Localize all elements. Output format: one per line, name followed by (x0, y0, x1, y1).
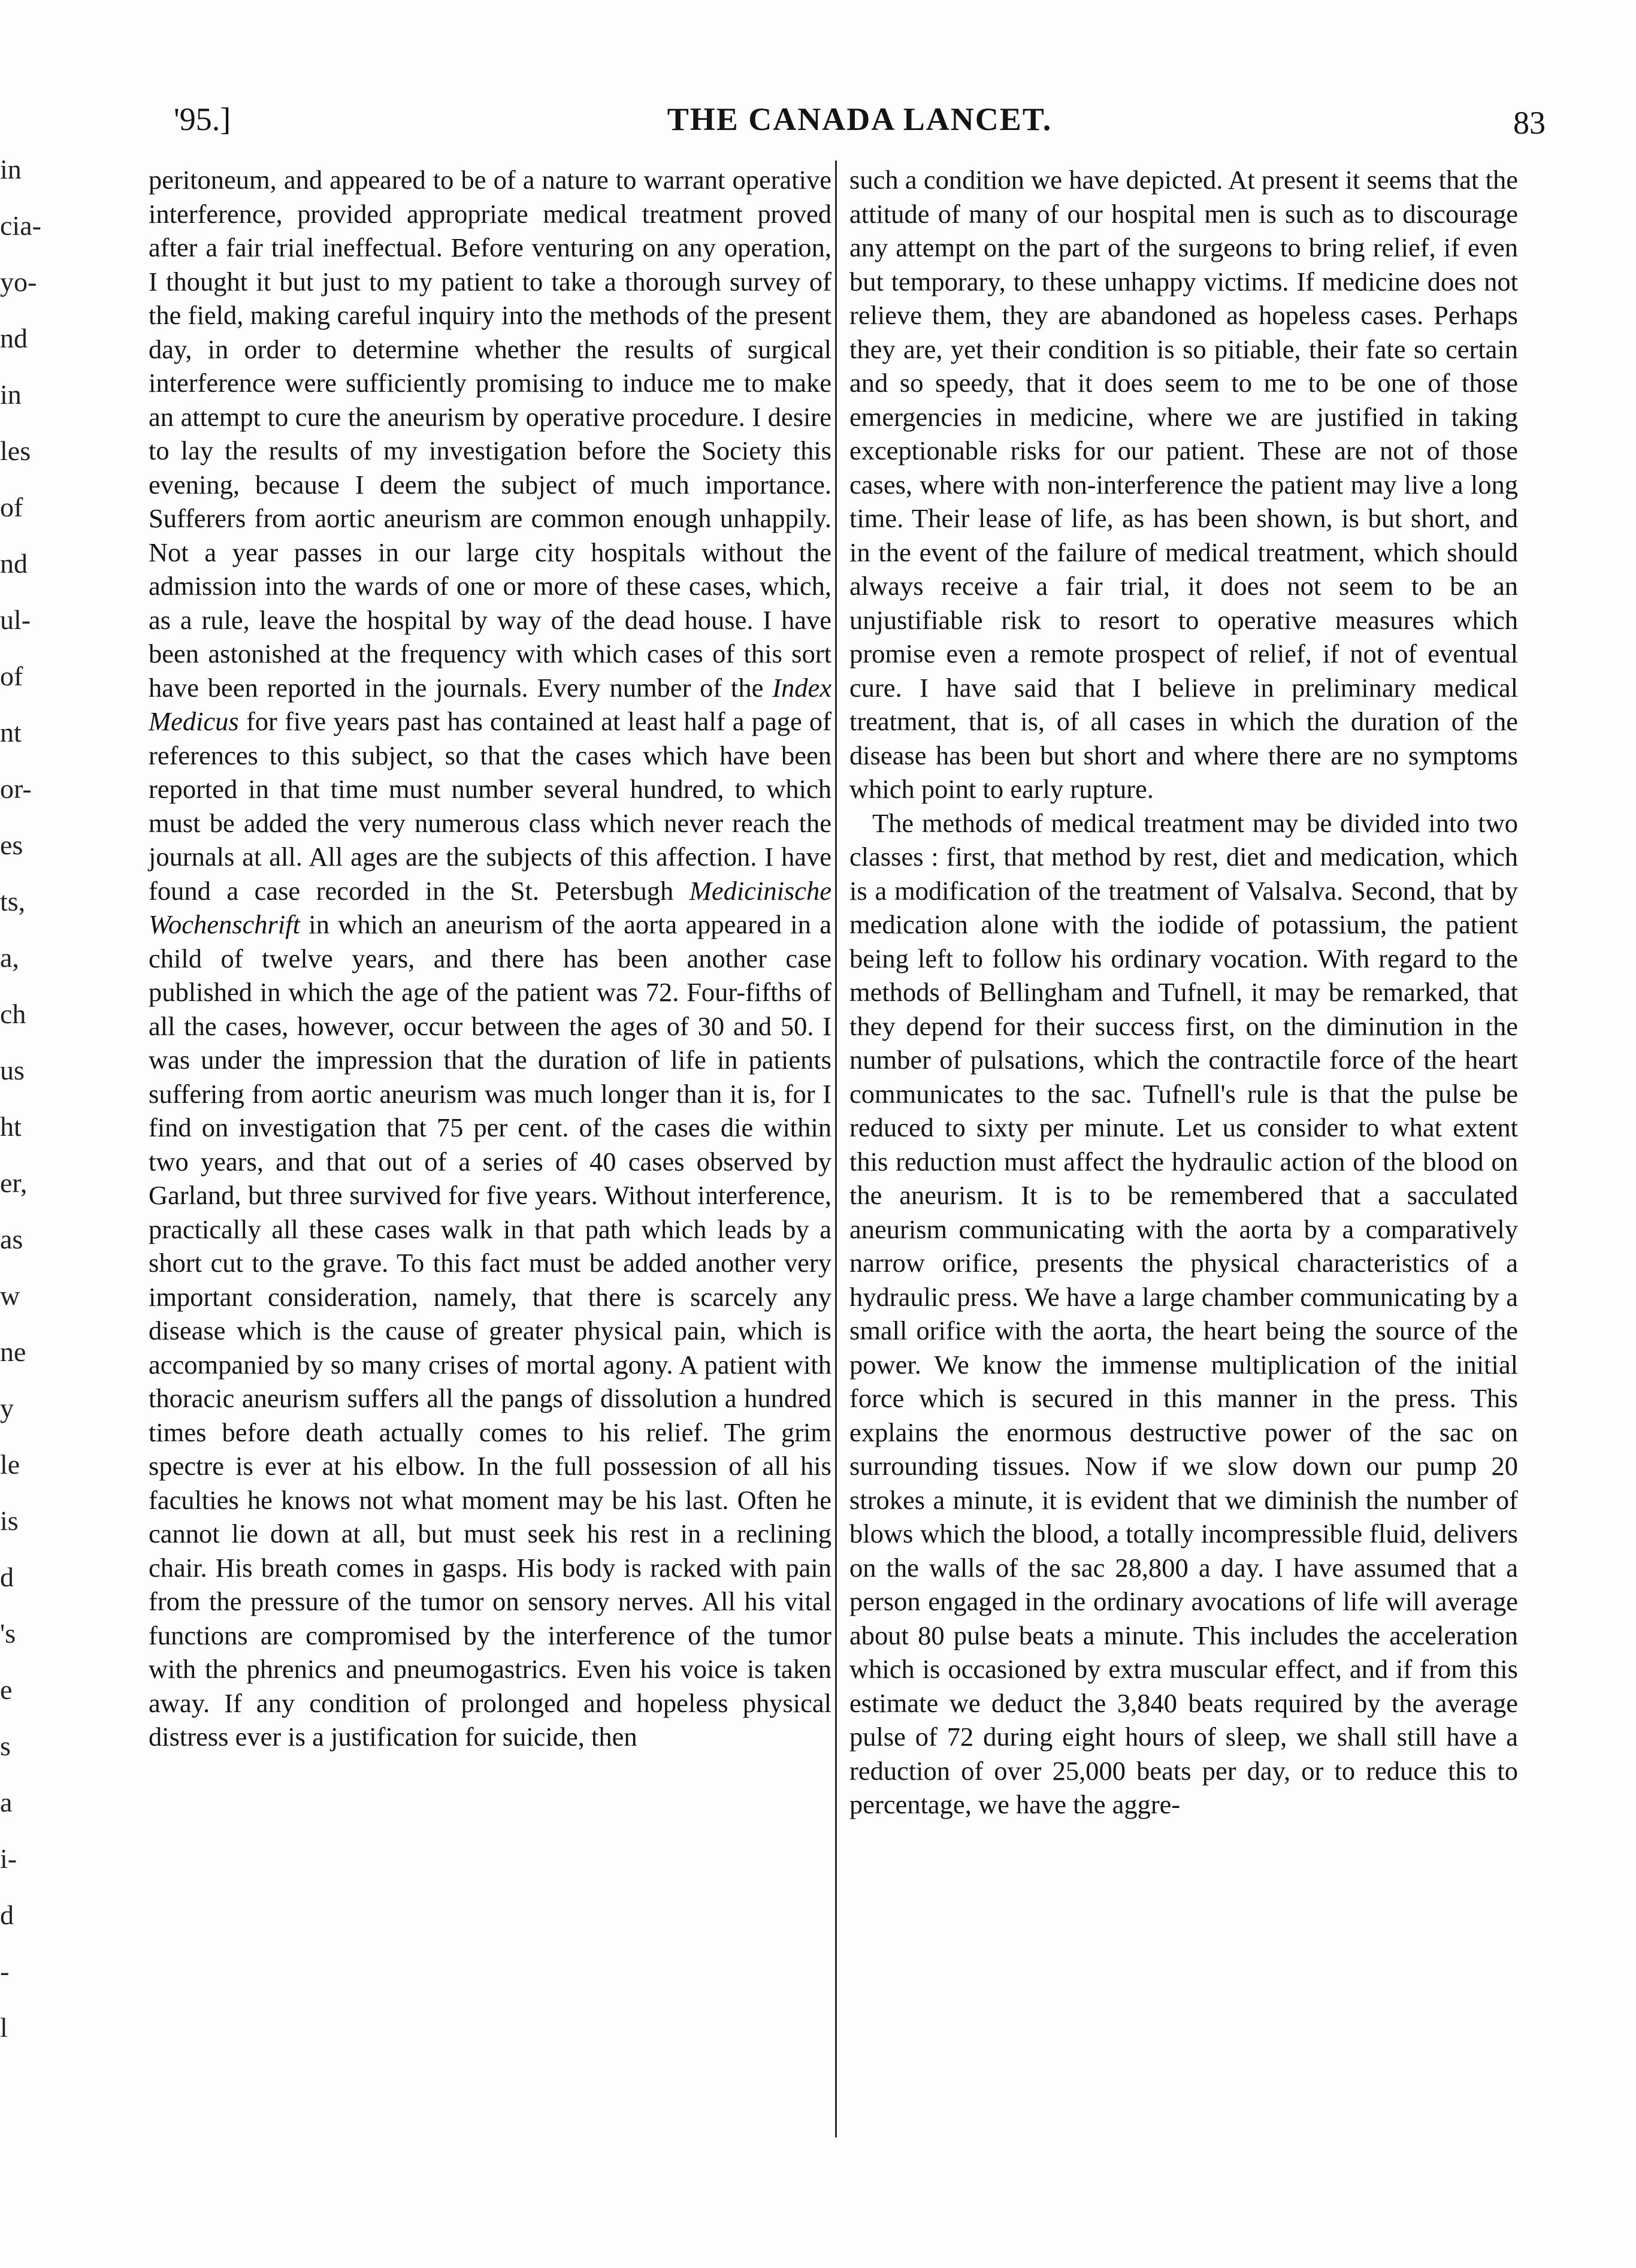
margin-fragment: d (0, 1562, 14, 1592)
margin-fragment: d (0, 1900, 14, 1930)
margin-fragment: as (0, 1224, 23, 1254)
page-number: 83 (1513, 105, 1546, 141)
column-divider (835, 161, 837, 2137)
margin-fragment: w (0, 1280, 20, 1311)
margin-fragment: nd (0, 548, 28, 579)
journal-name-italic: Medicinische Wochenschrift (149, 875, 831, 939)
margin-fragment: es (0, 830, 23, 860)
margin-fragment: s (0, 1731, 11, 1761)
margin-fragment: in (0, 154, 22, 185)
volume-year: '95.] (174, 101, 231, 137)
margin-fragment: of (0, 661, 23, 691)
left-paragraph-1 (149, 163, 831, 1754)
margin-fragment: er, (0, 1168, 28, 1198)
margin-fragment: l (0, 2012, 8, 2043)
margin-fragment: of (0, 492, 23, 522)
margin-fragment: ts, (0, 886, 26, 917)
margin-fragment: in (0, 379, 22, 410)
margin-fragment: or- (0, 773, 32, 804)
margin-fragment: a, (0, 942, 19, 973)
margin-fragment: ul- (0, 604, 31, 635)
margin-fragment: ch (0, 999, 26, 1029)
right-column (849, 163, 1518, 1822)
margin-fragment: cia- (0, 210, 41, 241)
margin-fragment: nd (0, 323, 28, 353)
margin-fragment: 's (0, 1618, 16, 1649)
right-paragraph-2: The methods of medical treatment may be divided into two classes : first, that method by rest, diet and medication, which is a modification of the treatment of Valsalva. Second, that by medication alone with the iodide of potassium, the patient being left to follow his ordinary vocation. With regard to the methods of Bellingham and Tufnell, it may be remarked, that they depend for their success first, on the diminution in the number of pulsations, which the contractile force of the heart communicates to the sac. Tufnell's rule is that the pulse be reduced to sixty per minute. Let us consider to what extent this reduction must affect the hydraulic action of the blood on the aneurism. It is to be remembered that a sacculated aneurism communicating with the aorta by a comparatively narrow orifice, presents the physical characteristics of a hydraulic press. We have a large chamber communicating by a small orifice with the aorta, the heart being the source of the power. We know the immense multiplication of the initial force which is secured in this manner in the press. This explains the enormous destructive power of the sac on surrounding tissues. Now if we slow down our pump 20 strokes a minute, it is evident that we diminish the number of blows which the blood, a totally incompressible fluid, delivers on the walls of the sac 28,800 a day. I have assumed that a person engaged in the ordinary avocations of life will average about 80 pulse beats a minute. This includes the acceleration which is occasioned by extra muscular effect, and if from this estimate we deduct the 3,840 beats required by the average pulse of 72 during eight hours of sleep, we shall still have a reduction of over 25,000 beats per day, or to reduce this to percentage, we have the aggre- (849, 808, 1518, 1819)
margin-fragment: yo- (0, 267, 37, 297)
margin-fragment: nt (0, 717, 22, 748)
margin-fragment: us (0, 1055, 25, 1085)
margin-fragment: is (0, 1505, 19, 1536)
margin-fragment: i- (0, 1843, 17, 1874)
margin-fragment: ne (0, 1336, 26, 1367)
adjacent-page-margin (0, 144, 52, 2043)
margin-fragment: y (0, 1393, 14, 1423)
left-column (149, 163, 831, 1754)
journal-title: THE CANADA LANCET. (667, 101, 1053, 137)
text-run: peritoneum, and appeared to be of a nature to warrant operative interference, provided appropriate medical treatment proved after a fair trial ineffectual. Before venturing on any operation, I thought it but just to my patient to take a thorough survey of the field, making careful inquiry into the methods of the present day, in order to determine whether the results of surgical interference were sufficiently promising to induce me to make an attempt to cure the aneurism by operative procedure. I desire to lay the results of my investigation before the Society this evening, because I deem the subject of much importance. Sufferers from aortic aneurism are common enough unhappily. Not a year passes in our large city hospitals without the admission into the wards of one or more of these cases, which, as a rule, leave the hospital by way of the dead house. I have been astonished at the frequency with which cases of this sort have been reported in the journals. Every number of the (149, 165, 831, 703)
margin-fragment: e (0, 1674, 13, 1705)
right-paragraph-1: such a condition we have depicted. At present it seems that the attitude of many of our hospital men is such as to discourage any attempt on the part of the surgeons to bring relief, if even but temporary, to these unhappy victims. If medicine does not relieve them, they are abandoned as hopeless cases. Perhaps they are, yet their condition is so pitiable, their fate so certain and so speedy, that it does seem to me to be one of those emergencies in medicine, where we are justified in taking exceptionable risks for our patient. These are not of those cases, where with non-interference the patient may live a long time. Their lease of life, as has been shown, is but short, and in the event of the failure of medical treatment, which should always receive a fair trial, it does not seem to be an unjustifiable risk to resort to operative measures which promise even a remote prospect of relief, if not of eventual cure. I have said that I believe in preliminary medical treatment, that is, of all cases in which the duration of the disease has been but short and where there are no symptoms which point to early rupture. (849, 165, 1518, 804)
text-run: in which an aneurism of the aorta appeared in a child of twelve years, and there has been another case published in which the age of the patient was 72. Four-fifths of all the cases, however, occur between the ages of 30 and 50. I was under the impression that the duration of life in patients suffering from aortic aneurism was much longer than it is, for I find on investigation that 75 per cent. of the cases die within two years, and that out of a series of 40 cases observed by Garland, but three survived for five years. Without interference, practically all these cases walk in that path which leads by a short cut to the grave. To this fact must be added another very important consideration, namely, that there is scarcely any disease which is the cause of greater physical pain, which is accompanied by so many crises of mortal agony. A patient with thoracic aneurism suffers all the pangs of dissolution a hundred times before death actually comes to his relief. The grim spectre is ever at his elbow. In the full possession of all his faculties he knows not what moment may be his last. Often he cannot lie down at all, but must seek his rest in a reclining chair. His breath comes in gasps. His body is racked with pain from the pressure of the tumor on sensory nerves. All his vital functions are compromised by the interference of the tumor with the phrenics and pneumogastrics. Even his voice is taken away. If any condition of prolonged and hopeless physical distress ever is a justification for suicide, then (149, 909, 831, 1752)
journal-name-italic: Index Medicus (149, 672, 831, 736)
running-head (174, 101, 1546, 149)
margin-fragment: a (0, 1787, 13, 1818)
margin-fragment: - (0, 1956, 10, 1986)
text-run: for five years past has contained at least half a page of references to this subject, so that the cases which have been reported in that time must number several hundred, to which must be added the very numerous class which never reach the journals at all. All ages are the subjects of this affection. I have found a case recorded in the St. Petersbugh (149, 706, 831, 906)
margin-fragment: les (0, 436, 31, 466)
margin-fragment: ht (0, 1111, 22, 1142)
margin-fragment: le (0, 1449, 20, 1480)
